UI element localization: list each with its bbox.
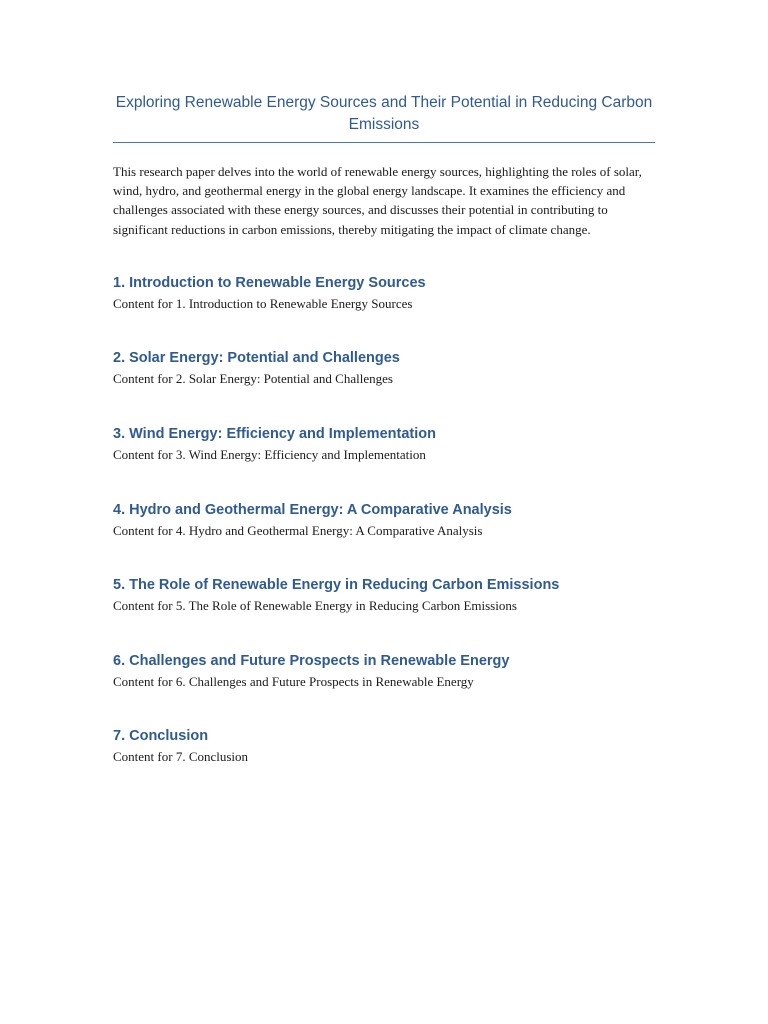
section-heading: 3. Wind Energy: Efficiency and Implementation: [113, 426, 436, 442]
section-carbon-emissions: [113, 575, 655, 651]
section-heading: 6. Challenges and Future Prospects in Renewable Energy: [113, 652, 510, 669]
section-content: Content for 1. Introduction to Renewable Energy Sources: [113, 295, 413, 311]
section-content: Content for 5. The Role of Renewable Energy in Reducing Carbon Emissions: [113, 598, 517, 614]
section-solar-energy: [113, 348, 655, 424]
section-heading: 4. Hydro and Geothermal Energy: A Comparative Analysis: [113, 501, 512, 518]
section-hydro-geothermal: [113, 500, 655, 576]
document-title: Exploring Renewable Energy Sources and Their Potential in Reducing Carbon Emissions: [113, 92, 655, 143]
section-heading: 5. The Role of Renewable Energy in Reducing Carbon Emissions: [113, 577, 560, 594]
section-introduction: [113, 273, 655, 349]
section-content: Content for 2. Solar Energy: Potential and Challenges: [113, 371, 393, 387]
section-content: Content for 6. Challenges and Future Prospects in Renewable Energy: [113, 673, 474, 689]
section-challenges-prospects: [113, 651, 655, 727]
sections-list: [113, 273, 655, 802]
section-heading: 2. Solar Energy: Potential and Challenges: [113, 350, 400, 367]
section-heading: 7. Conclusion: [113, 728, 209, 745]
section-conclusion: [113, 726, 655, 802]
abstract-paragraph: This research paper delves into the world of renewable energy sources, highlighting the roles of solar, wind, hydro, and geothermal energy in the global energy landscape. It examines the efficiency and challenges associated with these energy sources, and discusses their potential in contributing to significant reductions in carbon emissions, thereby mitigating the impact of climate change.: [113, 164, 642, 237]
section-content: Content for 7. Conclusion: [113, 749, 249, 765]
section-content: Content for 4. Hydro and Geothermal Energy: A Comparative Analysis: [113, 522, 483, 538]
section-wind-energy: [113, 424, 655, 500]
section-heading: 1. Introduction to Renewable Energy Sources: [113, 274, 426, 291]
section-content: Content for 3. Wind Energy: Efficiency and Implementation: [113, 447, 426, 462]
document-page: [113, 92, 655, 802]
